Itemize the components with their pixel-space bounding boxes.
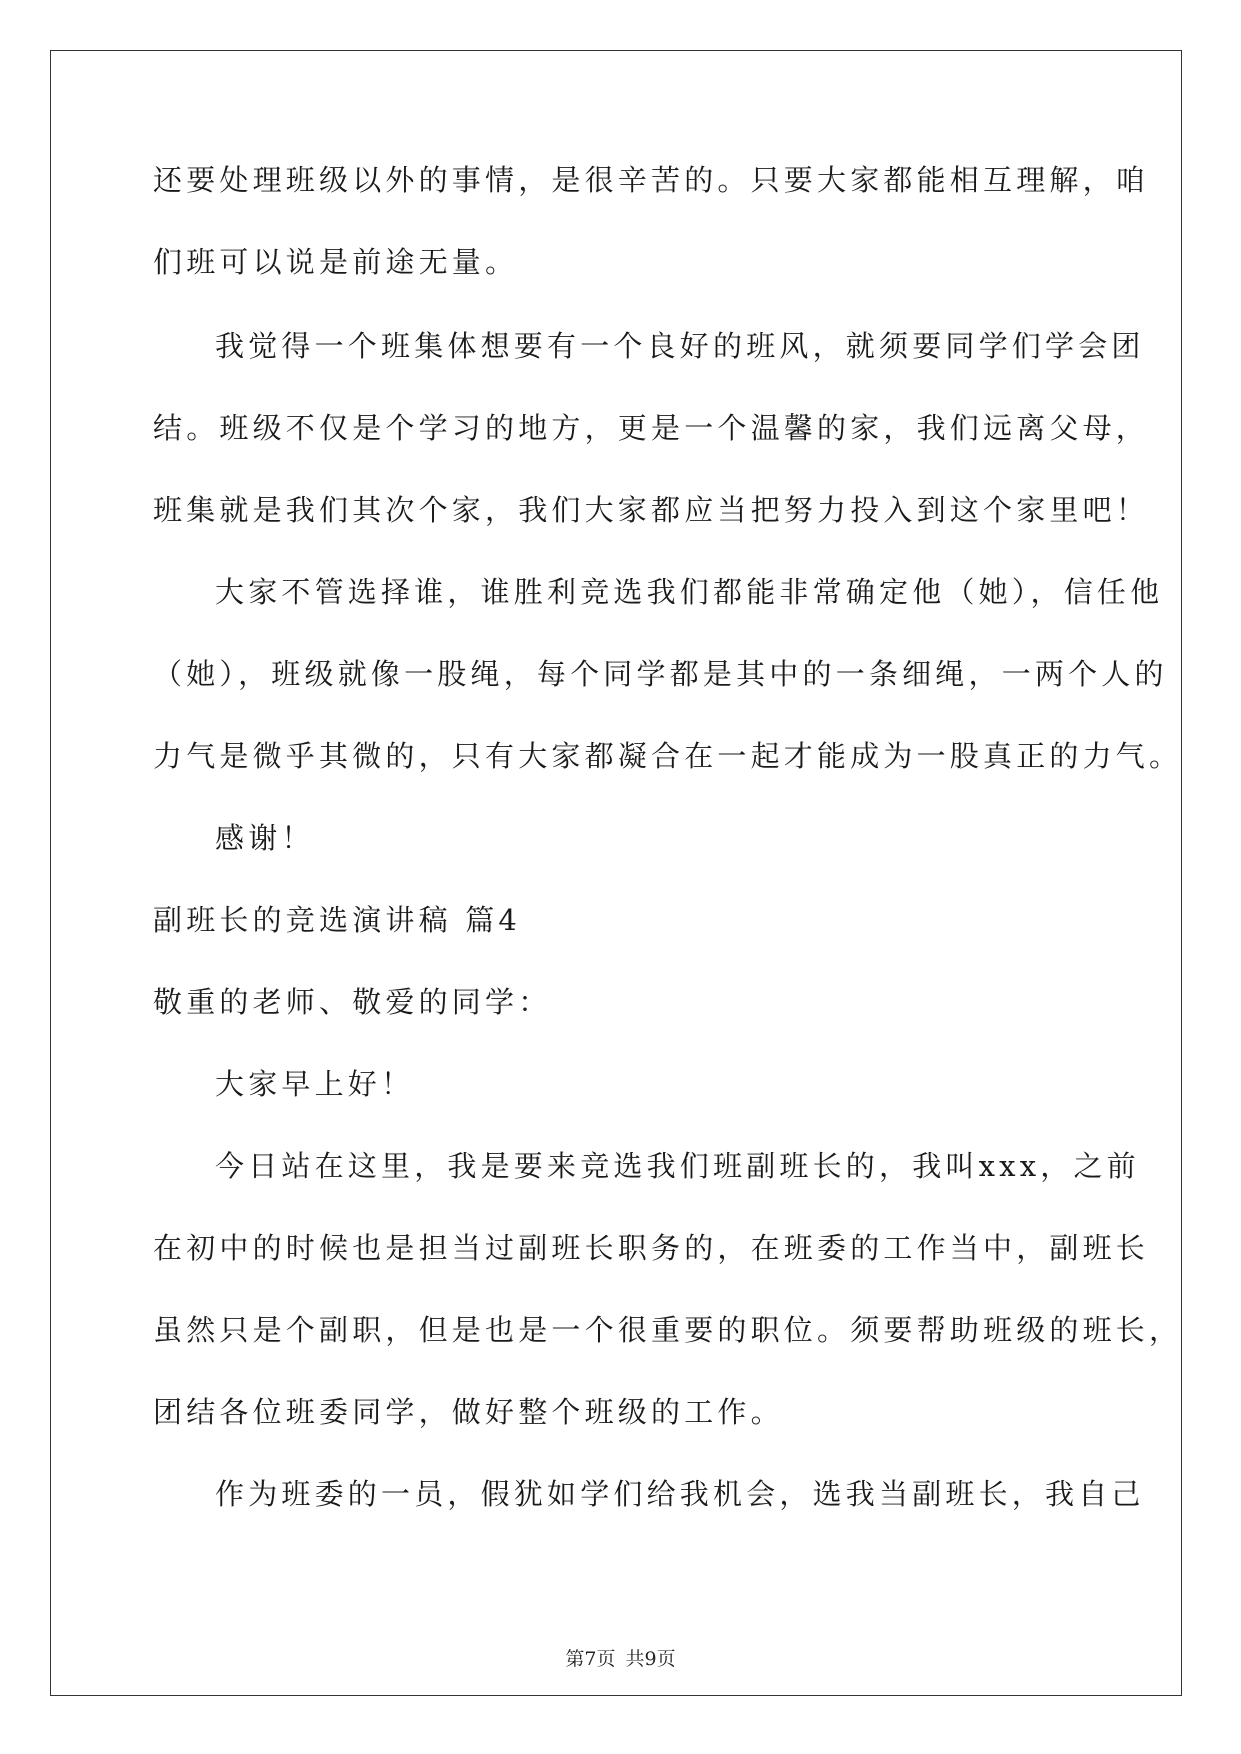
text-line: 力气是微乎其微的，只有大家都凝合在一起才能成为一股真正的力气。 <box>153 739 1183 773</box>
greeting: 大家早上好！ <box>215 1067 415 1101</box>
paragraph-start-line: 作为班委的一员，假犹如学们给我机会，选我当副班长，我自己 <box>215 1477 1145 1511</box>
paragraph-start-line: 今日站在这里，我是要来竞选我们班副班长的，我叫xxx，之前 <box>215 1149 1140 1183</box>
paragraph-start-line: 大家不管选择谁，谁胜利竞选我们都能非常确定他（她），信任他 <box>215 575 1164 609</box>
page-footer <box>0 1644 1241 1671</box>
closing-line: 感谢！ <box>215 821 315 855</box>
page-number: 第7页 <box>565 1648 616 1670</box>
text-line: 虽然只是个副职，但是也是一个很重要的职位。须要帮助班级的班长， <box>153 1313 1183 1347</box>
text-line: （她），班级就像一股绳，每个同学都是其中的一条细绳，一两个人的 <box>153 657 1168 691</box>
text-line: 在初中的时候也是担当过副班长职务的，在班委的工作当中，副班长 <box>153 1231 1150 1265</box>
text-line: 结。班级不仅是个学习的地方，更是一个温馨的家，我们远离父母， <box>153 411 1150 445</box>
page-total: 共9页 <box>625 1648 676 1670</box>
text-line: 们班可以说是前途无量。 <box>153 245 519 279</box>
text-line: 班集就是我们其次个家，我们大家都应当把努力投入到这个家里吧！ <box>153 493 1150 527</box>
text-line: 团结各位班委同学，做好整个班级的工作。 <box>153 1395 784 1429</box>
salutation: 敬重的老师、敬爱的同学： <box>153 985 552 1019</box>
text-line: 还要处理班级以外的事情，是很辛苦的。只要大家都能相互理解，咱 <box>153 163 1150 197</box>
page-border <box>50 50 1182 1696</box>
section-heading: 副班长的竞选演讲稿 篇4 <box>153 903 522 937</box>
paragraph-start-line: 我觉得一个班集体想要有一个良好的班风，就须要同学们学会团 <box>215 329 1145 363</box>
